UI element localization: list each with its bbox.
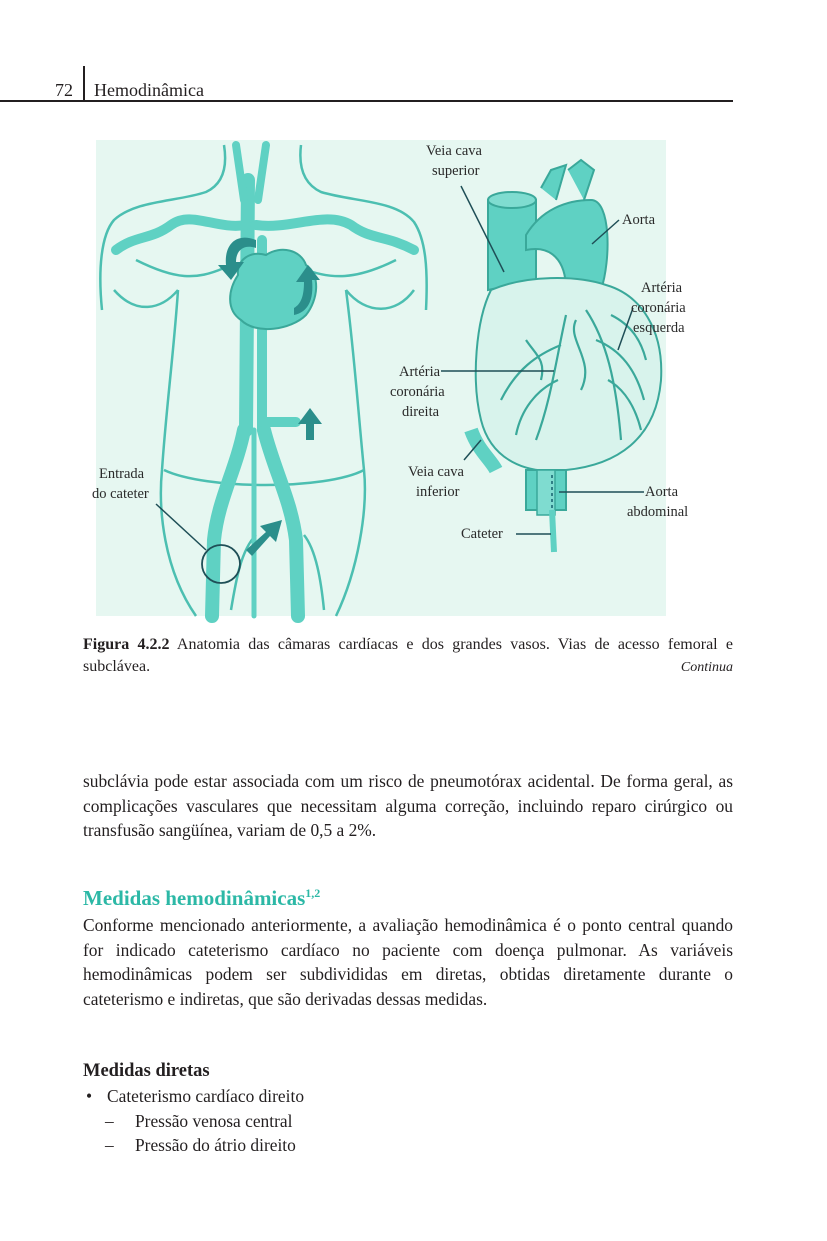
label-aorta-abdominal-line1: Aorta (645, 484, 679, 500)
label-entrada-cateter-line2: do cateter (92, 486, 149, 502)
label-arteria-coronaria-direita-line2: coronária (390, 384, 445, 400)
figure-caption-label: Figura 4.2.2 (83, 636, 170, 653)
figure-caption (83, 634, 733, 678)
section-title-text: Medidas hemodinâmicas (83, 886, 306, 910)
paragraph-complications: subclávia pode estar associada com um risco de pneumotórax acidental. De forma geral, as complicações vasculares que necessitam alguma correção, incluindo reparo cirúrgico ou transfusão sangüínea, variam de 0,5 a 2%. (83, 771, 733, 840)
header-divider-vertical (83, 66, 85, 100)
chest-heart (230, 250, 316, 329)
label-arteria-coronaria-direita-line3: direita (402, 404, 440, 420)
bullet-icon: • (86, 1086, 93, 1106)
subsection-title: Medidas diretas (83, 1061, 210, 1081)
paragraph-hemodynamic-intro: Conforme mencionado anteriormente, a avaliação hemodinâmica é o ponto central quando for indicado cateterismo cardíaco no paciente com doença pulmonar. As variáveis hemodinâmicas podem ser subdivididas em diretas, obtidas diretamente durante o cateterismo e indiretas, que são derivadas dessas medidas. (83, 915, 733, 1009)
dash-icon: – (105, 1110, 114, 1131)
anatomy-figure (92, 140, 689, 616)
list-item-text: Cateterismo cardíaco direito (107, 1086, 305, 1106)
list-subitem-text: Pressão venosa central (135, 1110, 293, 1131)
label-veia-cava-inferior-line1: Veia cava (408, 464, 464, 480)
label-veia-cava-inferior-line2: inferior (416, 484, 460, 500)
label-cateter: Cateter (461, 526, 503, 542)
label-arteria-coronaria-direita-line1: Artéria (399, 364, 441, 380)
label-aorta-abdominal-line2: abdominal (627, 504, 689, 520)
section-title (83, 886, 320, 911)
page-number: 72 (55, 80, 73, 100)
dash-icon: – (105, 1135, 114, 1155)
section-title-reference: 1,2 (305, 886, 321, 900)
label-veia-cava-superior-line2: superior (432, 163, 480, 179)
figure-caption-text: Anatomia das câmaras cardíacas e dos grandes vasos. Vias de acesso femoral e subclávea. (83, 636, 733, 675)
label-aorta: Aorta (622, 212, 656, 228)
label-veia-cava-superior-line1: Veia cava (426, 143, 482, 159)
label-arteria-coronaria-esquerda-line3: esquerda (633, 320, 685, 336)
label-arteria-coronaria-esquerda-line1: Artéria (641, 280, 683, 296)
label-entrada-cateter-line1: Entrada (99, 466, 145, 482)
list-subitem-text: Pressão do átrio direito (135, 1135, 296, 1155)
header-rule (0, 100, 733, 102)
running-title: Hemodinâmica (94, 80, 204, 100)
anatomy-illustration (92, 140, 689, 616)
continua-note: Continua (680, 660, 733, 675)
label-arteria-coronaria-esquerda-line2: coronária (631, 300, 686, 316)
